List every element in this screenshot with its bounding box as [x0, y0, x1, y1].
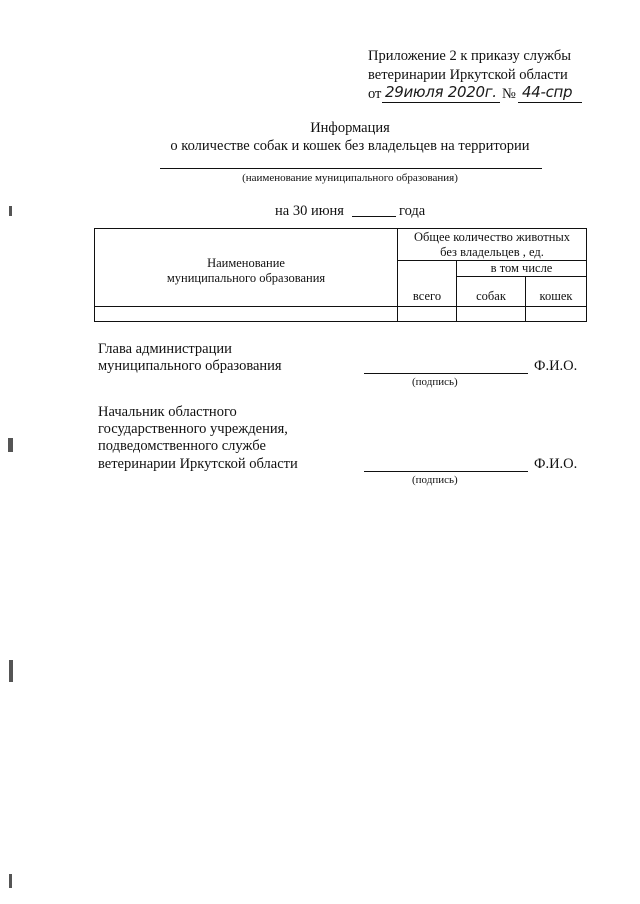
document-subtitle: о количестве собак и кошек без владельцев на территории: [170, 138, 530, 154]
header-total: Общее количество животных без владельцев , ед.: [398, 229, 587, 261]
chief-title-line-3: подведомственного службе: [98, 438, 266, 454]
empty-cell: [526, 307, 587, 322]
header-including: в том числе: [457, 261, 587, 277]
head-title-line-1: Глава администрации: [98, 341, 232, 357]
report-date-suffix: года: [399, 203, 426, 219]
header-dogs: собак: [457, 277, 526, 307]
signature-line-2: [364, 471, 528, 472]
chief-title-line-1: Начальник областного: [98, 404, 237, 420]
fio-label-1: Ф.И.О.: [534, 358, 578, 374]
head-title-line-2: муниципального образования: [98, 358, 282, 374]
signature-line-1: [364, 373, 528, 374]
scan-speck: [8, 438, 13, 452]
header-all: всего: [398, 261, 457, 307]
chief-title-line-2: государственного учреждения,: [98, 421, 288, 437]
signature-caption-1: (подпись): [412, 376, 458, 388]
empty-cell: [457, 307, 526, 322]
empty-cell: [95, 307, 398, 322]
chief-title-line-4: ветеринарии Иркутской области: [98, 456, 298, 472]
header-municipality: Наименование муниципального образования: [95, 229, 398, 307]
scan-speck: [9, 874, 12, 888]
appendix-line-2: ветеринарии Иркутской области: [368, 67, 568, 83]
report-date-blank: [352, 216, 396, 217]
date-underline: [382, 102, 500, 103]
signature-caption-2: (подпись): [412, 474, 458, 486]
animals-table: [94, 228, 587, 322]
header-cats: кошек: [526, 277, 587, 307]
document-title: Информация: [310, 120, 390, 136]
municipality-caption: (наименование муниципального образования): [242, 172, 458, 184]
scan-speck: [9, 206, 12, 216]
scan-speck: [9, 660, 13, 682]
report-date-prefix: на 30 июня: [275, 203, 344, 219]
appendix-line-1: Приложение 2 к приказу службы: [368, 48, 571, 64]
number-label: №: [502, 86, 516, 102]
handwritten-number: 44-спр: [522, 83, 573, 101]
empty-cell: [398, 307, 457, 322]
handwritten-date: 29июля 2020г.: [385, 83, 497, 101]
from-label: от: [368, 86, 382, 102]
number-underline: [518, 102, 582, 103]
municipality-name-line: [160, 168, 542, 169]
fio-label-2: Ф.И.О.: [534, 456, 578, 472]
